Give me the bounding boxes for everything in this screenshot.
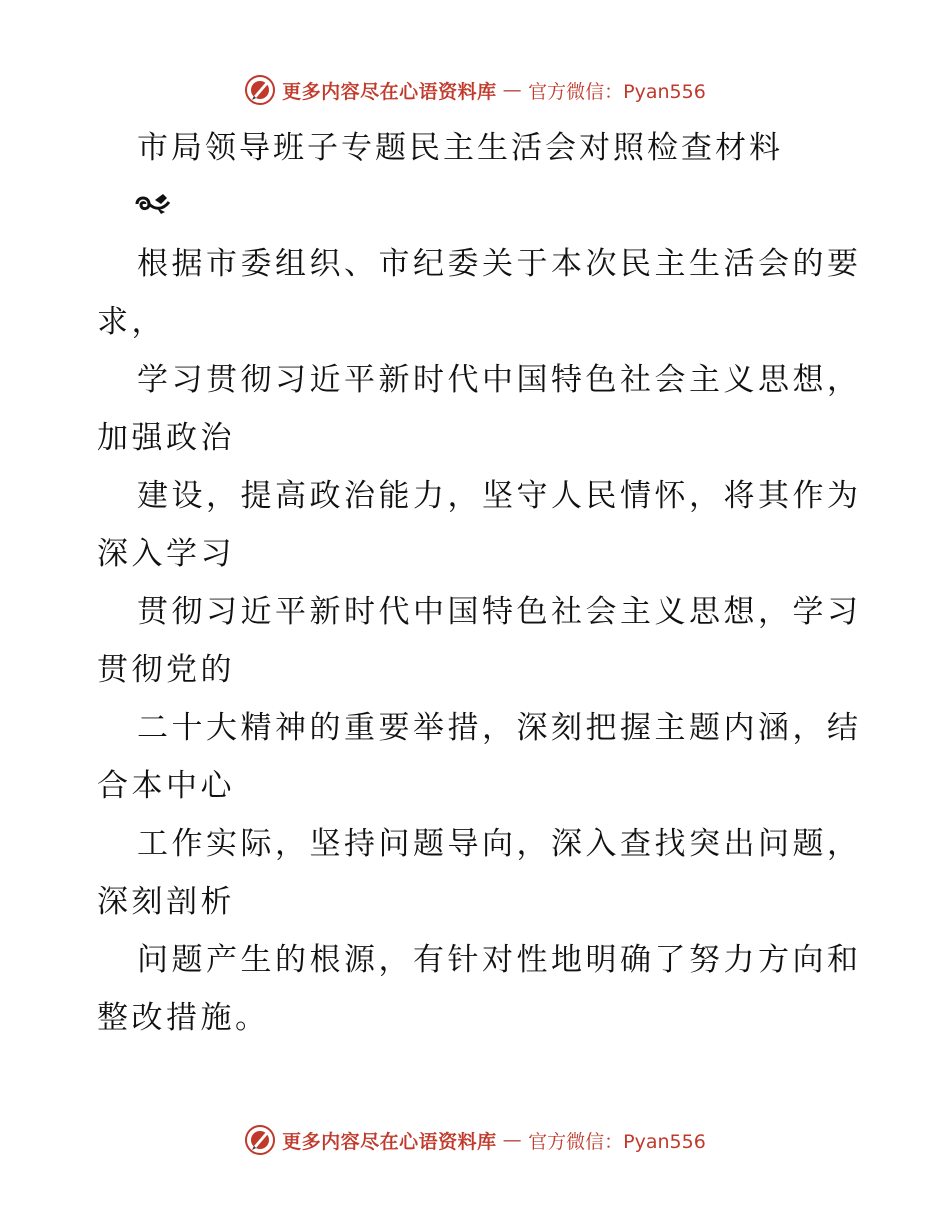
text-line: 求， bbox=[97, 304, 166, 340]
banner-wechat-text: 官方微信：Pyan556 bbox=[528, 80, 706, 103]
document-title: 市局领导班子专题民主生活会对照检查材料 bbox=[137, 130, 783, 166]
text-line: 整改措施。 bbox=[97, 1000, 270, 1036]
header-banner bbox=[0, 70, 950, 110]
text-line: 学习贯彻习近平新时代中国特色社会主义思想， bbox=[137, 362, 862, 398]
ornament-icon bbox=[133, 190, 173, 222]
text-line: 工作实际，坚持问题导向，深入查找突出问题， bbox=[137, 826, 862, 862]
pen-logo-icon bbox=[244, 1124, 276, 1156]
text-line: 建设，提高政治能力，坚守人民情怀，将其作为 bbox=[137, 478, 862, 514]
text-line: 问题产生的根源，有针对性地明确了努力方向和 bbox=[137, 942, 862, 978]
text-line: 深入学习 bbox=[97, 536, 235, 572]
footer-banner bbox=[0, 1120, 950, 1160]
text-line: 根据市委组织、市纪委关于本次民主生活会的要 bbox=[137, 246, 862, 282]
banner-separator: — bbox=[502, 79, 523, 101]
document-body bbox=[97, 235, 862, 1047]
text-line: 加强政治 bbox=[97, 420, 235, 456]
pen-logo-icon bbox=[244, 74, 276, 106]
banner-site-text: 更多内容尽在心语资料库 bbox=[282, 80, 497, 103]
banner-separator: — bbox=[502, 1129, 523, 1151]
text-line: 二十大精神的重要举措，深刻把握主题内涵，结 bbox=[137, 710, 862, 746]
text-line: 合本中心 bbox=[97, 768, 235, 804]
text-line: 深刻剖析 bbox=[97, 884, 235, 920]
banner-wechat-text: 官方微信：Pyan556 bbox=[528, 1130, 706, 1153]
text-line: 贯彻党的 bbox=[97, 652, 235, 688]
banner-site-text: 更多内容尽在心语资料库 bbox=[282, 1130, 497, 1153]
text-line: 贯彻习近平新时代中国特色社会主义思想，学习 bbox=[137, 594, 862, 630]
